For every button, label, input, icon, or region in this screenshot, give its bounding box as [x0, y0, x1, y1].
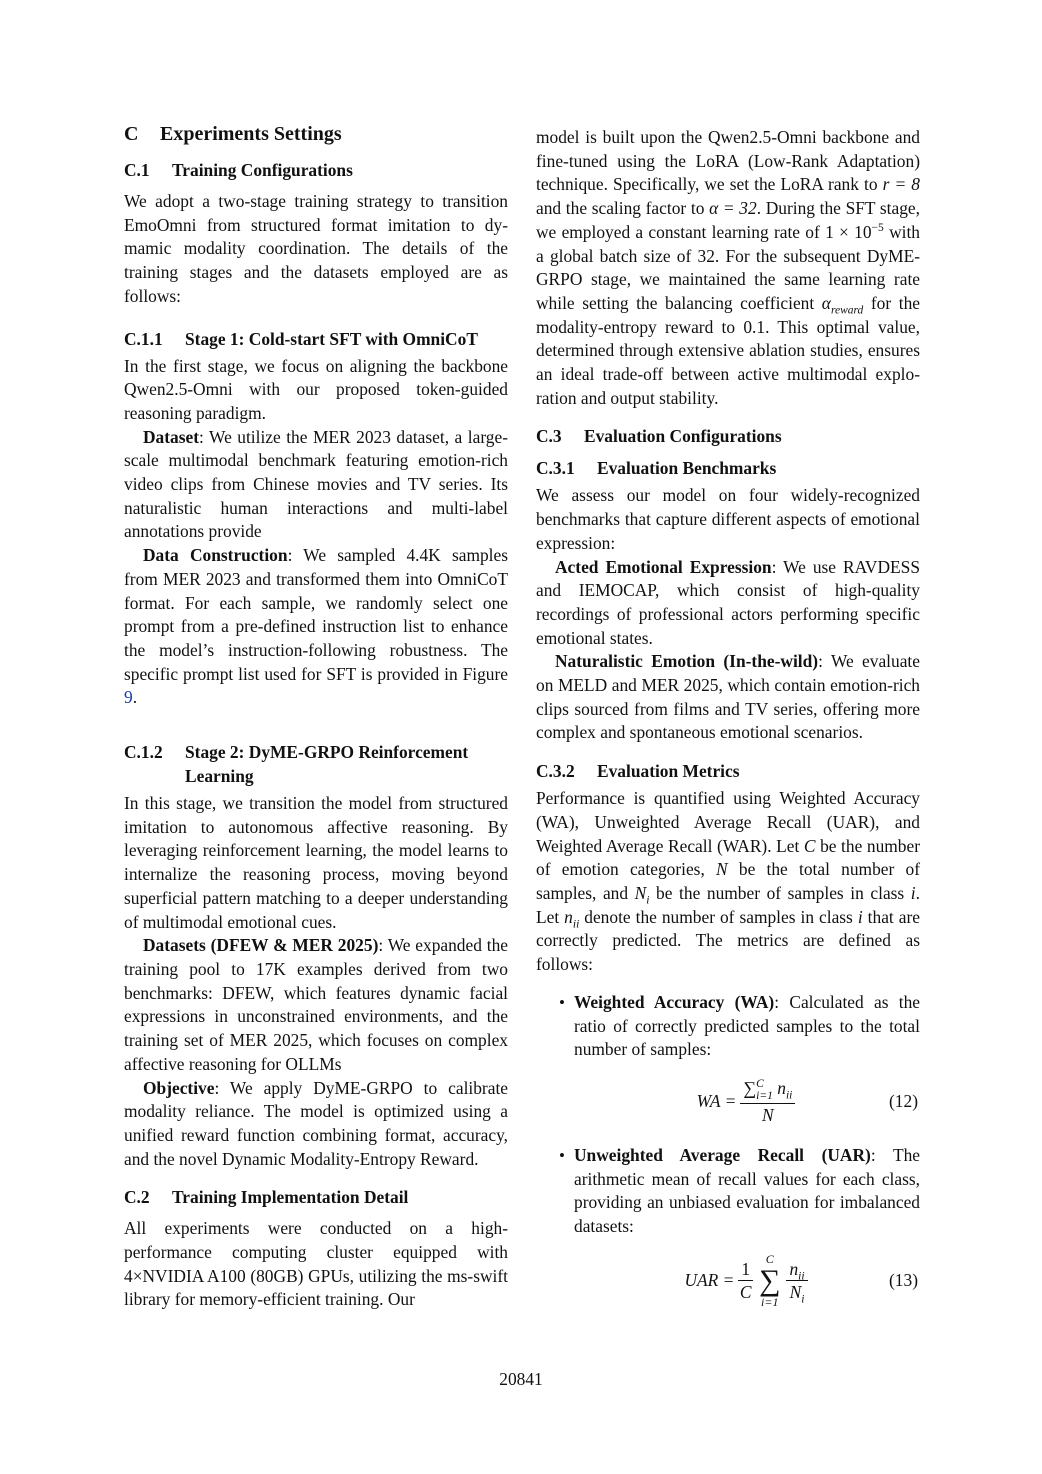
metrics-list	[536, 991, 920, 1062]
page-number: 20841	[499, 1369, 543, 1389]
paragraph-implementation: All experiments were conducted on a high-performance computing cluster equipped with 4×NVIDIA A100 (80GB) GPUs, utilizing the ms-swift library for memory-efficient training. Our	[124, 1218, 508, 1310]
subsubsection-heading-c31: C.3.1 Evaluation Benchmarks	[536, 458, 777, 479]
right-column	[536, 126, 920, 1327]
paragraph-implementation-continued: model is built upon the Qwen2.5-Omni backbone and fine-tuned using the LoRA (Low-Rank Adaptation) technique. Specifically, we set the LoRA rank to r = 8 and the scaling factor to α = 32. During the SFT stage, we employed a constant learning rate of $1 \times 10^{-5}$ with a global batch size of 32. For the subsequent DyME-GRPO stage, we maintained the same learning rate while setting the balancing coefficient $\alpha_{reward}$ for the modality-entropy reward to 0.1. This optimal value, determined through extensive ablation studies, ensures an ideal trade-off between active multimodal exploration and output stability.	[536, 127, 920, 408]
equation-number-13: (13)	[889, 1269, 918, 1290]
paragraph-stage2: In this stage, we transition the model from structured imitation to autonomous affective reasoning. By leveraging reinforcement learning, the model learns to internalize the reasoning process, moving beyond superficial pattern matching to a deeper understanding of multimodal emotional cues.	[124, 793, 508, 932]
metrics-list-2	[536, 1144, 920, 1239]
paragraph-acted-emotion: Acted Emotional Expression: We use RAVDESS and IEMOCAP, which consist of high-quality recordings of professional actors performing specific emotional states.	[536, 556, 921, 648]
paragraph-naturalistic-emotion: Naturalistic Emotion (In-the-wild): We evaluate on MELD and MER 2025, which contain emotion-rich clips sourced from films and TV series, offering more complex and spontaneous emotional scenarios.	[536, 651, 920, 743]
equation-number-12: (12)	[889, 1091, 918, 1112]
paragraph-datasets-dfew-mer: Datasets (DFEW & MER 2025): We expanded the training pool to 17K examples derived from two benchmarks: DFEW, which features dynamic facial expressions in unconstrained environments, and the training set of MER 2025, which focuses on complex affective reasoning for OLLMs	[124, 935, 508, 1074]
subsection-heading-c2: C.2 Training Implementation Detail	[124, 1187, 409, 1208]
list-item-wa: • Weighted Accuracy (WA): Calculated as the ratio of correctly predicted samples to the total number of samples:	[536, 991, 920, 1062]
alpha-expression: α = 32	[709, 198, 757, 219]
equation-12: WA = ∑ C i=1 $n_{ii}$ N (12)	[696, 1078, 918, 1126]
alpha-reward-symbol: $\alpha_{reward}$	[821, 292, 864, 317]
subsubsection-heading-c12: C.1.2 Stage 2: DyME-GRPO Reinforcement Learning	[124, 742, 469, 787]
paragraph-benchmarks: We assess our model on four widely-recognized benchmarks that capture different aspects of emotional expression:	[536, 485, 920, 553]
paragraph-dataset: Dataset: We utilize the MER 2023 dataset, a large-scale multimodal benchmark featuring emotion-rich video clips from Chinese movies and TV series. Its naturalistic human interactions and multi-label annotations provide	[124, 426, 508, 542]
wa-fraction: ∑ C i=1 $n_{ii}$ N	[740, 1078, 795, 1125]
section-heading-c: C Experiments Settings	[124, 123, 342, 145]
paragraph-data-construction: Data Construction: We sampled 4.4K samples from MER 2023 and transformed them into OmniCoT format. For each sample, we randomly select one prompt from a pre-defined instruction list to enhance the model’s instruction-following robustness. The specific prompt list used for SFT is provided in Figure 9.	[124, 545, 508, 708]
left-column	[124, 122, 508, 1312]
subsection-heading-c3: C.3 Evaluation Configurations	[536, 426, 782, 447]
learning-rate-expression: $1 \times 10^{-5}$	[825, 221, 884, 242]
subsection-heading-c1: C.1 Training Configurations	[124, 160, 353, 180]
subsubsection-heading-c32: C.3.2 Evaluation Metrics	[536, 761, 740, 782]
rank-expression: r = 8	[882, 174, 920, 195]
paragraph-metrics: Performance is quantified using Weighted Accuracy (WA), Unweighted Average Recall (UAR), and Weighted Average Recall (WAR). Let C be the number of emotion categories, N be the total number of samples, and $N_i$ be the number of samples in class i. Let $n_{ii}$ denote the number of samples in class i that are correctly predicted. The metrics are defined as follows:	[536, 788, 920, 975]
summation-symbol: C ∑ i=1	[759, 1251, 781, 1309]
list-item-uar: • Unweighted Average Recall (UAR): The arithmetic mean of recall values for each class, providing an unbiased evaluation for imbalanced datasets:	[536, 1144, 920, 1239]
paragraph-intro: We adopt a two-stage training strategy to transition EmoOmni from structured format imitation to dymamic modality coordination. The details of the training stages and the datasets employed are as follows:	[124, 191, 508, 306]
equation-13: UAR = $\frac{1}{C}$ C ∑ i=1 $\frac{n_{ii}}{N_i}$ (13)	[684, 1251, 918, 1309]
subsubsection-heading-c11: C.1.1 Stage 1: Cold-start SFT with OmniCoT	[124, 328, 478, 349]
figure-reference-link[interactable]: 9	[124, 687, 133, 708]
paragraph-objective: Objective: We apply DyME-GRPO to calibrate modality reliance. The model is optimized using a unified reward function combining format, accuracy, and the novel Dynamic Modality-Entropy Reward.	[124, 1077, 508, 1169]
paragraph-stage1: In the first stage, we focus on aligning the backbone Qwen2.5-Omni with our proposed token-guided reasoning paradigm.	[124, 355, 508, 423]
